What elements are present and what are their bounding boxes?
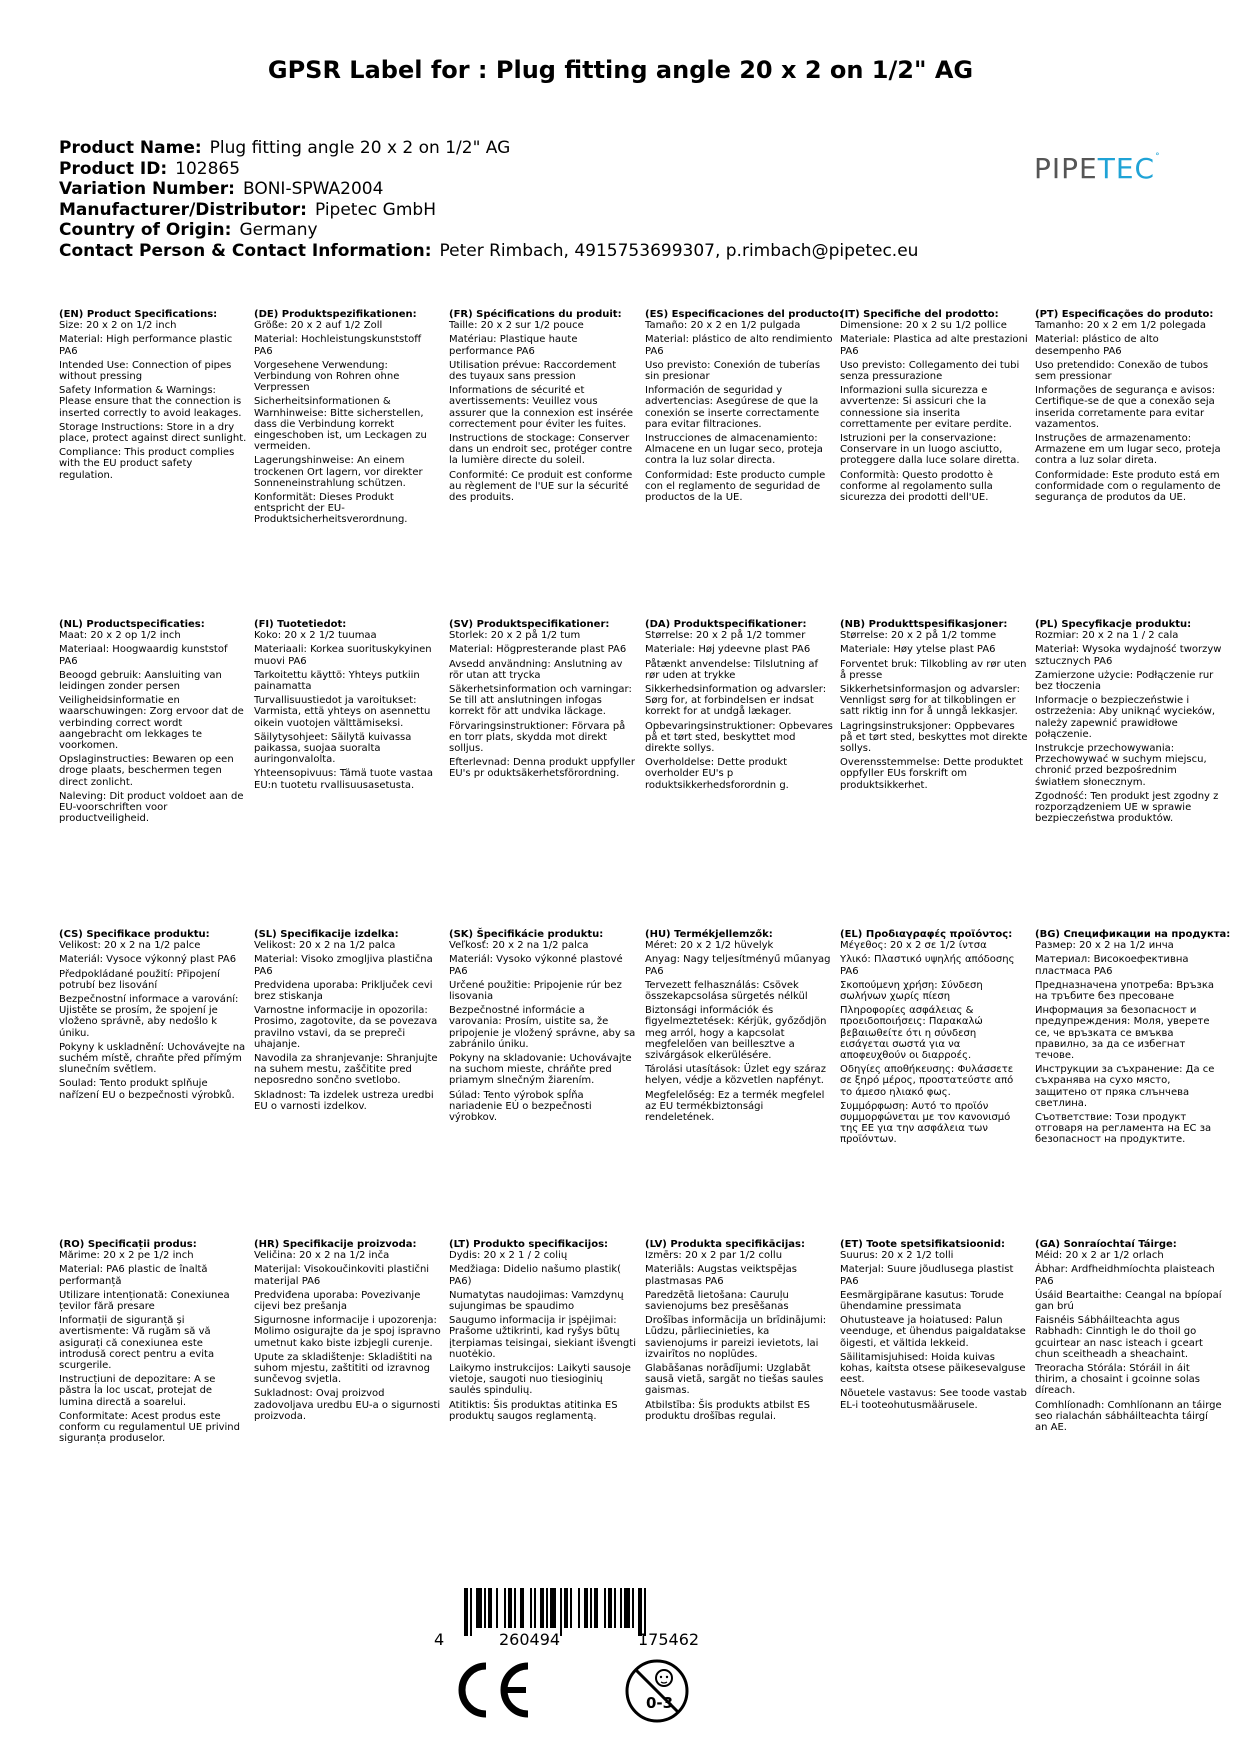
spec-line: Méret: 20 x 2 1/2 hüvelyk bbox=[645, 940, 774, 952]
spec-line: Skladnost: Ta izdelek ustreza uredbi EU o varnosti izdelkov. bbox=[254, 1089, 434, 1112]
spec-line: Koko: 20 x 2 1/2 tuumaa bbox=[254, 630, 377, 642]
spec-heading: (LT) Produkto specifikacijos: bbox=[449, 1239, 609, 1250]
spec-block bbox=[449, 1239, 637, 1425]
spec-line: Ábhar: Ardfheidhmíochta plaisteach PA6 bbox=[1035, 1264, 1215, 1287]
spec-heading: (HU) Termékjellemzők: bbox=[645, 929, 773, 940]
spec-heading: (NL) Productspecificaties: bbox=[59, 619, 205, 630]
spec-line: Material: Högpresterande plast PA6 bbox=[449, 644, 627, 656]
spec-line: Rozmiar: 20 x 2 na 1 / 2 cala bbox=[1035, 630, 1179, 642]
spec-line: Taille: 20 x 2 sur 1/2 pouce bbox=[449, 320, 584, 332]
spec-block bbox=[449, 309, 637, 506]
spec-line: Οδηγίες αποθήκευσης: Φυλάσσετε σε ξηρό μέρος, προστατεύστε από το άμεσο ηλιακό φως. bbox=[840, 1064, 1014, 1098]
country-row bbox=[59, 220, 918, 241]
spec-line: Pokyny na skladovanie: Uchovávajte na suchom mieste, chráňte pred priamym slnečným žiarením. bbox=[449, 1053, 632, 1087]
spec-line: Μέγεθος: 20 x 2 σε 1/2 ίντσα bbox=[840, 940, 987, 952]
spec-line: Izmērs: 20 x 2 par 1/2 collu bbox=[645, 1250, 783, 1262]
spec-line: Paredzētā lietošana: Cauruļu savienojums bez presēšanas bbox=[645, 1289, 789, 1313]
spec-line: Megfelelőség: Ez a termék megfelel az EU termékbiztonsági rendeletének. bbox=[645, 1089, 825, 1124]
info-value: 102865 bbox=[175, 158, 241, 179]
spec-line: Instrucciones de almacenamiento: Almacene en un lugar seco, proteja contra la luz solar directa. bbox=[645, 433, 823, 467]
spec-line: Υλικό: Πλαστικό υψηλής απόδοσης PA6 bbox=[840, 954, 1015, 977]
spec-line: Predviđena uporaba: Povezivanje cijevi bez prešanja bbox=[254, 1289, 421, 1313]
spec-line: Predvidena uporaba: Priključek cevi brez stiskanja bbox=[254, 979, 433, 1003]
spec-block bbox=[449, 929, 637, 1126]
barcode-bar bbox=[520, 1588, 524, 1628]
barcode-bar bbox=[470, 1588, 472, 1636]
barcode-bar bbox=[546, 1588, 548, 1628]
spec-block bbox=[254, 1239, 442, 1425]
spec-line: Informações de segurança e avisos: Certifique-se de que a conexão seja inserida corretamente para evitar vazamentos. bbox=[1035, 385, 1216, 430]
spec-line: Förvaringsinstruktioner: Förvara på en torr plats, skydda mot direkt solljus. bbox=[449, 720, 626, 755]
spec-line: Informations de sécurité et avertissements: Veuillez vous assurer que la connexion est insérée correctement pour éviter les fuites. bbox=[449, 385, 634, 430]
spec-block bbox=[645, 309, 844, 506]
spec-line: Πληροφορίες ασφάλειας & προειδοποιήσεις: Παρακαλώ βεβαιωθείτε ότι η σύνδεση εισάγεται σωστά για να αποφευχθούν οι διαρροές. bbox=[840, 1005, 983, 1062]
info-value: Peter Rimbach, 4915753699307, p.rimbach@pipetec.eu bbox=[439, 240, 919, 261]
product-info bbox=[59, 138, 918, 261]
spec-line: Intended Use: Connection of pipes without pressing bbox=[59, 359, 232, 383]
spec-line: Numatytas naudojimas: Vamzdynų sujungimas be spaudimo bbox=[449, 1289, 624, 1313]
spec-line: Dydis: 20 x 2 1 / 2 colių bbox=[449, 1250, 568, 1262]
product-id-row bbox=[59, 159, 918, 180]
spec-line: Sikkerhetsinformasjon og advarsler: Vennligst sørg for at tilkoblingen er satt riktig inn for å unngå lekkasjer. bbox=[840, 684, 1020, 718]
barcode-bar bbox=[564, 1588, 568, 1628]
spec-block bbox=[1035, 1239, 1223, 1436]
spec-heading: (SK) Špecifikácie produktu: bbox=[449, 929, 604, 940]
registered-mark-icon: ° bbox=[1155, 152, 1161, 162]
spec-line: Biztonsági információk és figyelmeztetések: Kérjük, győződjön meg arról, hogy a kapcsolat megfelelően van beillesztve a szivárgások elkerülésére. bbox=[645, 1005, 827, 1062]
spec-line: Zgodność: Ten produkt jest zgodny z rozporządzeniem UE w sprawie bezpieczeństwa produktów. bbox=[1035, 790, 1219, 825]
spec-line: Dimensione: 20 x 2 su 1/2 pollice bbox=[840, 320, 1007, 332]
spec-line: Conformità: Questo prodotto è conforme al regolamento sulla sicurezza dei prodotti dell'UE. bbox=[840, 469, 994, 504]
spec-line: Sicherheitsinformationen & Warnhinweise: Bitte sicherstellen, dass die Verbindung korrekt eingeschoben ist, um Leckagen zu vermeiden. bbox=[254, 396, 427, 453]
barcode-bar bbox=[632, 1588, 634, 1628]
spec-line: Opslaginstructies: Bewaren op een droge plaats, beschermen tegen direct zonlicht. bbox=[59, 754, 234, 788]
spec-line: Comhlíonadh: Comhlíonann an táirge seo rialachán sábháilteachta táirgí an AE. bbox=[1035, 1399, 1222, 1434]
document-title: GPSR Label for : Plug fitting angle 20 x 2 on 1/2" AG bbox=[267, 56, 974, 84]
barcode-right-digits: 175462 bbox=[638, 1630, 700, 1649]
spec-line: Bezpečnostní informace a varování: Ujistěte se prosím, že spojení je vloženo správně, aby nedošlo k úniku. bbox=[59, 994, 239, 1039]
spec-line: Material: PA6 plastic de înaltă performanță bbox=[59, 1264, 208, 1287]
info-value: Pipetec GmbH bbox=[314, 199, 436, 220]
ce-mark-icon bbox=[452, 1660, 534, 1720]
spec-block bbox=[840, 929, 1028, 1149]
spec-line: Material: High performance plastic PA6 bbox=[59, 334, 233, 357]
spec-line: Material: plástico de alto desempenho PA6 bbox=[1035, 334, 1159, 357]
info-value: BONI-SPWA2004 bbox=[242, 179, 384, 199]
spec-line: Lagringsinstruksjoner: Oppbevares på et tørt sted, beskyttes mot direkte sollys. bbox=[840, 720, 1028, 755]
barcode-bar bbox=[514, 1588, 516, 1628]
spec-line: Conformidade: Este produto está em conformidade com o regulamento de segurança de produtos da UE. bbox=[1035, 469, 1221, 504]
spec-heading: (FR) Spécifications du produit: bbox=[449, 309, 622, 320]
barcode-bar bbox=[476, 1588, 482, 1628]
spec-line: Materijal: Visokoučinkoviti plastični materijal PA6 bbox=[254, 1264, 430, 1287]
spec-line: Informazioni sulla sicurezza e avvertenze: Si assicuri che la connessione sia inserita correttamente per evitare perdite. bbox=[840, 385, 1012, 430]
spec-line: Atbilstība: Šis produkts atbilst ES produktu drošības regulai. bbox=[645, 1399, 811, 1422]
spec-line: Opbevaringsinstruktioner: Opbevares på et tørt sted, beskyttet mod direkte sollys. bbox=[645, 720, 833, 755]
spec-block bbox=[1035, 929, 1231, 1149]
spec-line: Materiāls: Augstas veiktspējas plastmasas PA6 bbox=[645, 1264, 797, 1287]
spec-heading: (SL) Specifikacije izdelka: bbox=[254, 929, 399, 940]
spec-line: Tamaño: 20 x 2 en 1/2 pulgada bbox=[645, 320, 801, 332]
spec-line: Veľkosť: 20 x 2 na 1/2 palca bbox=[449, 940, 589, 952]
spec-line: Utilizare intenționată: Conexiunea țevilor fără presare bbox=[59, 1289, 230, 1313]
spec-heading: (EL) Προδιαγραφές προϊόντος: bbox=[840, 929, 1013, 940]
barcode-bar bbox=[578, 1588, 580, 1628]
spec-line: Vorgesehene Verwendung: Verbindung von Rohren ohne Verpressen bbox=[254, 359, 400, 394]
spec-line: Efterlevnad: Denna produkt uppfyller EU's pr oduktsäkerhetsförordning. bbox=[449, 757, 635, 780]
spec-block bbox=[840, 1239, 1028, 1414]
barcode-left-digits: 260494 bbox=[499, 1630, 561, 1649]
spec-line: Úsáid Beartaithe: Ceangal na bpíopaí gan brú bbox=[1035, 1289, 1222, 1313]
spec-line: Tamanho: 20 x 2 em 1/2 polegada bbox=[1035, 320, 1207, 332]
spec-line: Soulad: Tento produkt splňuje nařízení EU o bezpečnosti výrobků. bbox=[59, 1078, 235, 1101]
spec-line: Veiligheidsinformatie en waarschuwingen: Zorg ervoor dat de verbinding correct wordt aangebracht om lekkages te voorkomen. bbox=[59, 695, 244, 752]
barcode-bar bbox=[504, 1588, 506, 1628]
barcode-bar bbox=[570, 1588, 572, 1628]
barcode-bar bbox=[620, 1588, 622, 1628]
spec-line: Glabāšanas norādījumi: Uzglabāt sausā vietā, sargāt no tiešas saules gaismas. bbox=[645, 1363, 824, 1397]
spec-line: Saugumo informacija ir įspėjimai: Prašome užtikrinti, kad ryšys būtų įterpiamas teisingai, siekiant išvengti nuotėkio. bbox=[449, 1315, 636, 1360]
spec-block bbox=[59, 1239, 247, 1447]
spec-line: Materiaal: Hoogwaardig kunststof PA6 bbox=[59, 644, 228, 667]
spec-heading: (PL) Specyfikacje produktu: bbox=[1035, 619, 1192, 630]
spec-line: Medžiaga: Didelio našumo plastik( PA6) bbox=[449, 1264, 622, 1287]
spec-line: Материал: Високоефективна пластмаса PA6 bbox=[1035, 954, 1189, 977]
spec-heading: (NB) Produkttspesifikasjoner: bbox=[840, 619, 1008, 630]
spec-line: Zamierzone użycie: Podłączenie rur bez tłoczenia bbox=[1035, 669, 1214, 693]
barcode-bar bbox=[534, 1588, 536, 1628]
spec-line: Informacje o bezpieczeństwie i ostrzeżenia: Aby uniknąć wycieków, należy zapewnić prawidłowe połączenie. bbox=[1035, 695, 1216, 740]
barcode-bar bbox=[550, 1588, 556, 1628]
info-value: Plug fitting angle 20 x 2 on 1/2" AG bbox=[209, 138, 511, 158]
spec-line: Súlad: Tento výrobok spĺňa nariadenie EÚ o bezpečnosti výrobkov. bbox=[449, 1089, 592, 1124]
spec-block bbox=[449, 619, 637, 783]
spec-heading: (EN) Product Specifications: bbox=[59, 309, 218, 320]
barcode-bar bbox=[560, 1588, 562, 1636]
spec-line: Инструкции за съхранение: Да се съхранява на сухо място, защитено от пряка слънчева светлина. bbox=[1035, 1064, 1215, 1109]
spec-line: Eesmärgipärane kasutus: Torude ühendamine pressimata bbox=[840, 1289, 1004, 1313]
logo-pipe: PIPE bbox=[1034, 152, 1098, 185]
spec-heading: (RO) Specificații produs: bbox=[59, 1239, 197, 1250]
spec-line: Yhteensopivuus: Tämä tuote vastaa EU:n tuotetu rvallisuusasetusta. bbox=[254, 768, 433, 791]
spec-line: Materiale: Høj ydeevne plast PA6 bbox=[645, 644, 811, 656]
spec-line: Съответствие: Този продукт отговаря на регламента на ЕС за безопасност на продуктите. bbox=[1035, 1112, 1212, 1146]
spec-block bbox=[1035, 619, 1223, 827]
spec-line: Safety Information & Warnings: Please ensure that the connection is inserted correctly to avoid leakages. bbox=[59, 385, 242, 419]
barcode-bar bbox=[488, 1588, 492, 1628]
spec-block bbox=[59, 929, 247, 1104]
barcode-first-digit: 4 bbox=[434, 1630, 445, 1649]
spec-block bbox=[645, 929, 833, 1126]
spec-line: Naleving: Dit product voldoet aan de EU-voorschriften voor productveiligheid. bbox=[59, 790, 244, 825]
spec-block bbox=[59, 309, 247, 484]
barcode-bar bbox=[484, 1588, 486, 1628]
spec-line: Materiál: Vysoce výkonný plast PA6 bbox=[59, 954, 237, 966]
spec-heading: (GA) Sonraíochtaí Táirge: bbox=[1035, 1239, 1177, 1250]
spec-block bbox=[1035, 309, 1223, 506]
spec-line: Upute za skladištenje: Skladištiti na suhom mjestu, zaštititi od izravnog sunčevog svjetla. bbox=[254, 1351, 433, 1386]
variation-number-row bbox=[59, 179, 918, 200]
barcode-bar bbox=[530, 1588, 532, 1628]
spec-line: Velikost: 20 x 2 na 1/2 palca bbox=[254, 940, 396, 952]
barcode-bar bbox=[590, 1588, 592, 1628]
spec-line: Konformität: Dieses Produkt entspricht der EU-Produktsicherheitsverordnung. bbox=[254, 492, 408, 526]
spec-line: Materiale: Plastica ad alte prestazioni PA6 bbox=[840, 334, 1028, 357]
spec-line: Atitiktis: Šis produktas atitinka ES produktų saugos reglamentą. bbox=[449, 1399, 618, 1422]
spec-line: Instrukcje przechowywania: Przechowywać w suchym miejscu, chronić przed bezpośrednim światłem słonecznym. bbox=[1035, 743, 1207, 788]
spec-line: Určené použitie: Pripojenie rúr bez lisovania bbox=[449, 979, 622, 1003]
spec-line: Säkerhetsinformation och varningar: Se till att anslutningen infogas korrekt för att undvika läckage. bbox=[449, 684, 632, 718]
spec-line: Velikost: 20 x 2 na 1/2 palce bbox=[59, 940, 201, 952]
spec-block bbox=[59, 619, 247, 827]
spec-line: Navodila za shranjevanje: Shranjujte na suhem mestu, zaščitite pred neposredno sončno svetlobo. bbox=[254, 1053, 438, 1087]
spec-line: Uso previsto: Collegamento dei tubi senza pressurazione bbox=[840, 359, 1020, 383]
spec-heading: (BG) Спецификации на продукта: bbox=[1035, 929, 1231, 940]
spec-line: Matériau: Plastique haute performance PA6 bbox=[449, 334, 578, 357]
spec-line: Σκοπούμενη χρήση: Σύνδεση σωλήνων χωρίς πίεση bbox=[840, 979, 983, 1003]
spec-line: Pokyny k uskladnění: Uchovávejte na suchém místě, chraňte před přímým slunečním světlem. bbox=[59, 1041, 246, 1076]
spec-line: Turvallisuustiedot ja varoitukset: Varmista, että yhteys on asennettu oikein vuotojen välttämiseksi. bbox=[254, 695, 431, 729]
spec-line: Storage Instructions: Store in a dry place, protect against direct sunlight. bbox=[59, 421, 247, 445]
logo-tec: TEC bbox=[1097, 152, 1156, 185]
spec-block bbox=[254, 309, 442, 529]
spec-block bbox=[645, 619, 833, 794]
barcode-bar bbox=[594, 1588, 598, 1628]
barcode bbox=[464, 1588, 754, 1636]
spec-line: Lagerungshinweise: An einem trockenen Ort lagern, vor direkter Sonneneinstrahlung schützen. bbox=[254, 455, 423, 489]
spec-heading: (SV) Produktspecifikationer: bbox=[449, 619, 610, 630]
spec-line: Sikkerhedsinformation og advarsler: Sørg for, at forbindelsen er indsat korrekt for at undgå lækager. bbox=[645, 684, 827, 718]
spec-line: Avsedd användning: Anslutning av rör utan att trycka bbox=[449, 658, 623, 681]
spec-line: Storlek: 20 x 2 på 1/2 tum bbox=[449, 630, 581, 642]
spec-heading: (PT) Especificações do produto: bbox=[1035, 309, 1214, 320]
spec-line: Materiale: Høy ytelse plast PA6 bbox=[840, 644, 996, 656]
spec-line: Información de seguridad y advertencias: Asegúrese de que la conexión se inserte correctamente para evitar filtraciones. bbox=[645, 385, 820, 430]
spec-line: Material: Hochleistungskunststoff PA6 bbox=[254, 334, 422, 357]
spec-line: Treoracha Stórála: Stóráil in áit thirim, a chosaint i gcoinne solas díreach. bbox=[1035, 1363, 1200, 1397]
spec-line: Materiál: Vysoko výkonné plastové PA6 bbox=[449, 954, 623, 977]
spec-block bbox=[840, 309, 1028, 506]
barcode-bar bbox=[464, 1588, 468, 1636]
spec-line: Maat: 20 x 2 op 1/2 inch bbox=[59, 630, 181, 642]
spec-line: Size: 20 x 2 on 1/2 inch bbox=[59, 320, 177, 332]
barcode-bar bbox=[496, 1588, 498, 1628]
barcode-bar bbox=[604, 1588, 606, 1628]
age-warning-icon bbox=[624, 1658, 690, 1724]
spec-line: Säilitamisjuhised: Hoida kuivas kohas, kaitsta otsese päikesevalguse eest. bbox=[840, 1351, 1026, 1386]
info-label: Product ID: bbox=[59, 158, 168, 179]
spec-block bbox=[254, 619, 442, 794]
spec-line: Material: plástico de alto rendimiento PA6 bbox=[645, 334, 833, 357]
barcode-bar bbox=[644, 1588, 646, 1636]
info-label: Country of Origin: bbox=[59, 220, 232, 240]
spec-heading: (DA) Produktspecifikationer: bbox=[645, 619, 807, 630]
spec-line: Forventet bruk: Tilkobling av rør uten å presse bbox=[840, 658, 1027, 681]
pipetec-logo bbox=[1034, 152, 1161, 185]
spec-line: Mărime: 20 x 2 pe 1/2 inch bbox=[59, 1250, 194, 1262]
spec-heading: (DE) Produktspezifikationen: bbox=[254, 309, 417, 320]
spec-line: Tervezett felhasználás: Csövek összekapcsolása sürgetés nélkül bbox=[645, 979, 808, 1003]
info-label: Manufacturer/Distributor: bbox=[59, 199, 307, 220]
spec-heading: (ES) Especificaciones del producto: bbox=[645, 309, 844, 320]
spec-line: Sigurnosne informacije i upozorenja: Molimo osigurajte da je spoj ispravno umetnut kako biste izbjegli curenje. bbox=[254, 1315, 441, 1349]
spec-line: Размер: 20 x 2 на 1/2 инча bbox=[1035, 940, 1174, 952]
spec-line: Materiaali: Korkea suorituskykyinen muovi PA6 bbox=[254, 644, 432, 667]
barcode-bar bbox=[508, 1588, 512, 1628]
spec-heading: (CS) Specifikace produktu: bbox=[59, 929, 210, 940]
contact-row bbox=[59, 241, 918, 262]
barcode-bar bbox=[614, 1588, 616, 1628]
info-label: Variation Number: bbox=[59, 179, 235, 199]
barcode-bar bbox=[608, 1588, 612, 1628]
spec-line: Größe: 20 x 2 auf 1/2 Zoll bbox=[254, 320, 383, 332]
spec-line: Предназначена употреба: Връзка на тръбите без пресоване bbox=[1035, 979, 1214, 1003]
spec-line: Overensstemmelse: Dette produktet oppfyller EUs forskrift om produktsikkerhet. bbox=[840, 757, 1023, 791]
spec-line: Material: Visoko zmogljiva plastična PA6 bbox=[254, 954, 433, 977]
spec-line: Méid: 20 x 2 ar 1/2 orlach bbox=[1035, 1250, 1164, 1262]
spec-line: Suurus: 20 x 2 1/2 tolli bbox=[840, 1250, 954, 1262]
spec-line: Utilisation prévue: Raccordement des tuyaux sans pression bbox=[449, 359, 617, 383]
spec-line: Drošības informācija un brīdinājumi: Lūdzu, pārliecinieties, ka savienojums ir pareizi ievietots, lai izvairītos no noplūdes. bbox=[645, 1315, 827, 1360]
spec-line: Ohutusteave ja hoiatused: Palun veenduge, et ühendus paigaldatakse õigesti, et vältida lekkeid. bbox=[840, 1315, 1026, 1349]
age-range-label: 0-3 bbox=[646, 1694, 674, 1712]
spec-line: Informații de siguranță și avertismente: Vă rugăm să vă asigurați că conexiunea este introdusă corect pentru a evita scurgerile. bbox=[59, 1315, 215, 1372]
info-label: Product Name: bbox=[59, 138, 202, 158]
spec-line: Instrucțiuni de depozitare: A se păstra la loc uscat, protejat de lumina directă a soarelui. bbox=[59, 1374, 216, 1408]
spec-line: Instruções de armazenamento: Armazene em um lugar seco, proteja contra a luz solar direta. bbox=[1035, 433, 1221, 467]
spec-line: Säilytysohjeet: Säilytä kuivassa paikassa, suojaa suoralta auringonvalolta. bbox=[254, 731, 412, 766]
spec-line: Størrelse: 20 x 2 på 1/2 tommer bbox=[645, 630, 806, 642]
spec-line: Anyag: Nagy teljesítményű műanyag PA6 bbox=[645, 954, 831, 977]
spec-line: Tarkoitettu käyttö: Yhteys putkiin painamatta bbox=[254, 669, 420, 693]
spec-block bbox=[254, 929, 442, 1115]
spec-block bbox=[645, 1239, 833, 1425]
spec-line: Conformitate: Acest produs este conform cu regulamentul UE privind siguranța produselor. bbox=[59, 1410, 240, 1445]
spec-line: Tárolási utasítások: Üzlet egy száraz helyen, védje a közvetlen napfényt. bbox=[645, 1064, 827, 1087]
spec-line: Conformidad: Este producto cumple con el reglamento de seguridad de productos de la UE. bbox=[645, 469, 826, 504]
spec-heading: (LV) Produkta specifikācijas: bbox=[645, 1239, 805, 1250]
spec-heading: (ET) Toote spetsifikatsioonid: bbox=[840, 1239, 1006, 1250]
spec-line: Uso previsto: Conexión de tuberías sin presionar bbox=[645, 359, 821, 383]
spec-heading: (IT) Specifiche del prodotto: bbox=[840, 309, 999, 320]
spec-line: Laikymo instrukcijos: Laikyti sausoje vietoje, saugoti nuo tiesioginių saulės spindulių. bbox=[449, 1363, 631, 1397]
spec-line: Faisnéis Sábháilteachta agus Rabhadh: Cinntigh le do thoil go gcuirtear an nasc isteach i gceart chun sceitheadh a sheachaint. bbox=[1035, 1315, 1203, 1360]
info-label: Contact Person & Contact Information: bbox=[59, 240, 432, 261]
spec-line: Conformité: Ce produit est conforme au règlement de l'UE sur la sécurité des produits. bbox=[449, 469, 633, 504]
spec-line: Συμμόρφωση: Αυτό το προϊόν συμμορφώνεται με τον κανονισμό της ΕΕ για την ασφάλεια των προϊόντων. bbox=[840, 1100, 1011, 1146]
spec-line: Uso pretendido: Conexão de tubos sem pressionar bbox=[1035, 359, 1209, 383]
spec-line: Veličina: 20 x 2 na 1/2 inča bbox=[254, 1250, 390, 1262]
spec-line: Varnostne informacije in opozorila: Prosimo, zagotovite, da se povezava pravilno vstavi, da se prepreči uhajanje. bbox=[254, 1005, 438, 1050]
info-value: Germany bbox=[239, 220, 318, 240]
product-name-row bbox=[59, 138, 918, 159]
spec-line: Sukladnost: Ovaj proizvod zadovoljava uredbu EU-a o sigurnosti proizvoda. bbox=[254, 1388, 441, 1422]
barcode-bar bbox=[638, 1588, 642, 1636]
barcode-bar bbox=[624, 1588, 630, 1628]
spec-block bbox=[840, 619, 1028, 794]
manufacturer-row bbox=[59, 200, 918, 221]
spec-heading: (HR) Specifikacije proizvoda: bbox=[254, 1239, 417, 1250]
spec-heading: (FI) Tuotetiedot: bbox=[254, 619, 347, 630]
spec-line: Bezpečnostné informácie a varovania: Prosím, uistite sa, že pripojenie je vložený správne, aby sa zabránilo úniku. bbox=[449, 1005, 636, 1050]
spec-line: Předpokládané použití: Připojení potrubí bez lisování bbox=[59, 968, 220, 991]
spec-line: Compliance: This product complies with the EU product safety regulation. bbox=[59, 447, 235, 481]
spec-line: Materjal: Suure jõudlusega plastist PA6 bbox=[840, 1264, 1014, 1287]
spec-line: Størrelse: 20 x 2 på 1/2 tomme bbox=[840, 630, 997, 642]
spec-line: Materiał: Wysoka wydajność tworzyw sztucznych PA6 bbox=[1035, 644, 1222, 667]
spec-line: Nõuetele vastavus: See toode vastab EL-i tooteohutusmäärusele. bbox=[840, 1388, 1027, 1411]
spec-line: Информация за безопасност и предупреждения: Моля, уверете се, че връзката се вмъква правилно, за да се избегнат течове. bbox=[1035, 1005, 1210, 1062]
barcode-bar bbox=[540, 1588, 544, 1628]
spec-line: Overholdelse: Dette produkt overholder EU's p roduktsikkerhedsforordnin g. bbox=[645, 757, 789, 791]
barcode-bar bbox=[584, 1588, 588, 1628]
spec-line: Beoogd gebruik: Aansluiting van leidingen zonder persen bbox=[59, 669, 222, 693]
spec-line: Istruzioni per la conservazione: Conservare in un luogo asciutto, proteggere dalla luce solare diretta. bbox=[840, 433, 1020, 467]
spec-line: Instructions de stockage: Conserver dans un endroit sec, protéger contre la lumière directe du soleil. bbox=[449, 433, 633, 467]
spec-line: Påtænkt anvendelse: Tilslutning af rør uden at trykke bbox=[645, 658, 818, 681]
